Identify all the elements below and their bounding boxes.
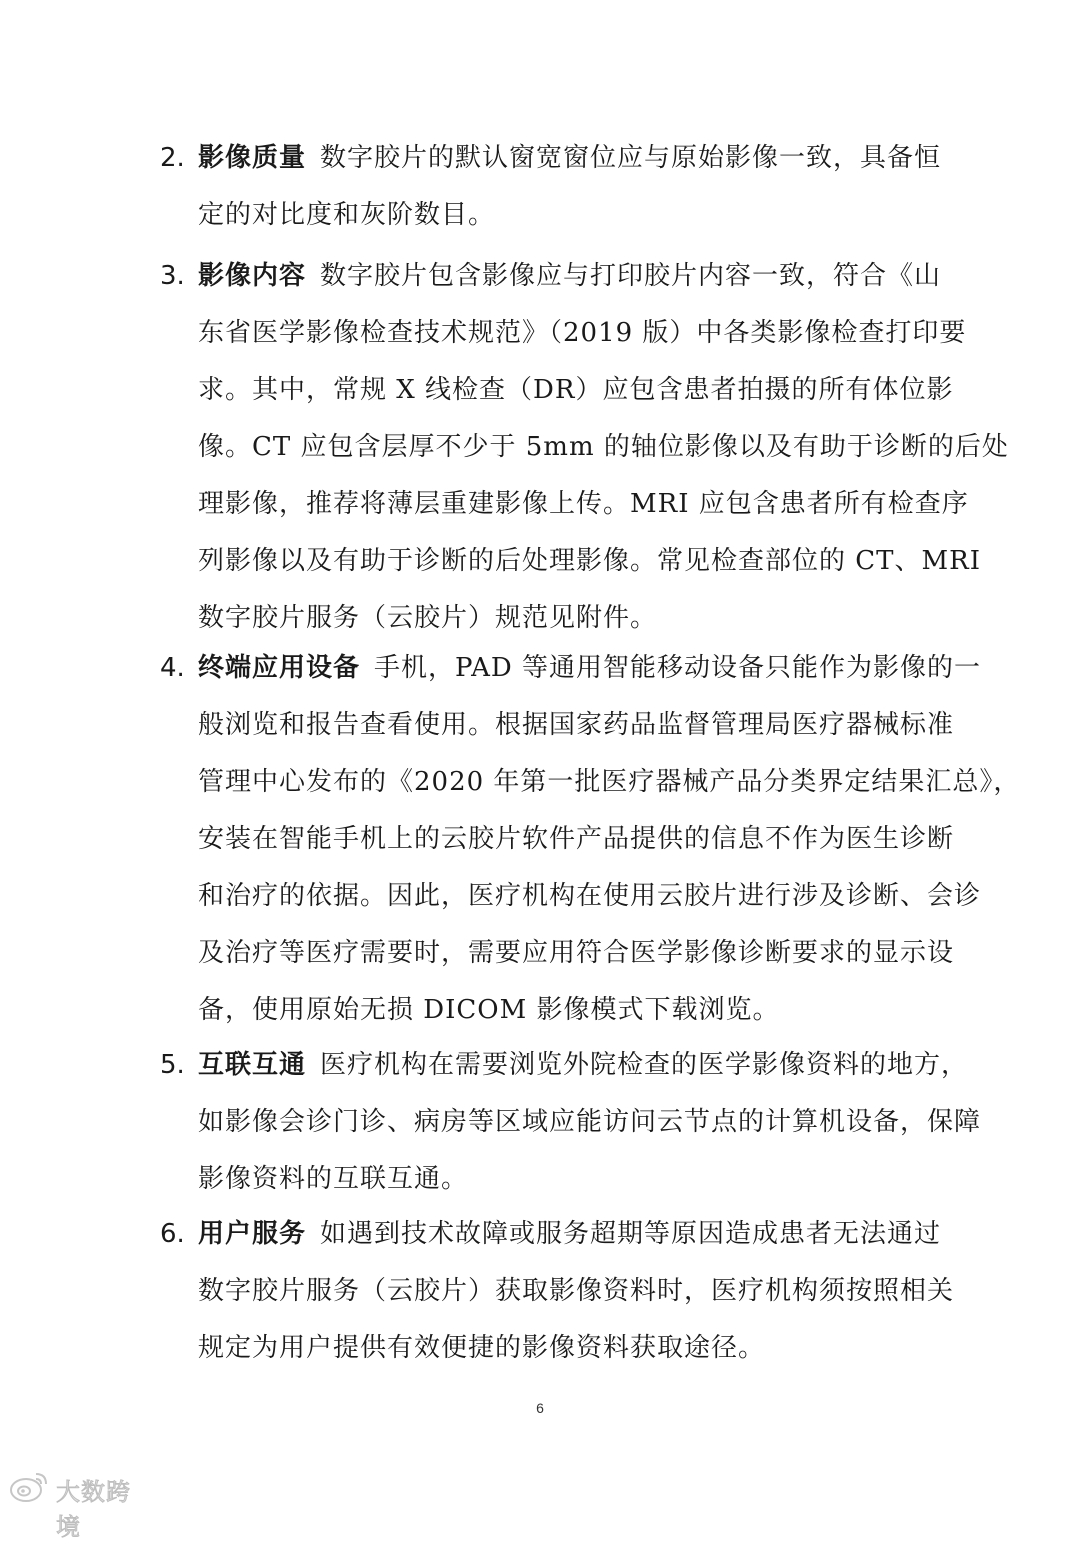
text-line: 般浏览和报告查看使用。根据国家药品监督管理局医疗器械标准 [198, 710, 955, 740]
text-line [198, 1037, 969, 1094]
text-line: 和治疗的依据。因此，医疗机构在使用云胶片进行涉及诊断、会诊 [198, 881, 982, 911]
text-line: 像。CT 应包含层厚不少于 5mm 的轴位影像以及有助于诊断的后处 [198, 432, 1009, 462]
text-line: 影像资料的互联互通。 [198, 1164, 469, 1194]
text-line: 东省医学影像检查技术规范》（2019 版）中各类影像检查打印要 [198, 318, 967, 348]
item-heading: 用户服务 [198, 1219, 307, 1249]
text-line: 管理中心发布的《2020 年第一批医疗器械产品分类界定结果汇总》， [198, 767, 1021, 797]
weibo-logo-icon [8, 1466, 52, 1506]
text-line: 求。其中，常规 X 线检查（DR）应包含患者拍摄的所有体位影 [198, 375, 954, 405]
list-item [160, 130, 942, 244]
text-line: 定的对比度和灰阶数目。 [198, 200, 496, 230]
line-text: 数字胶片的默认窗宽窗位应与原始影像一致，具备恒 [320, 143, 942, 173]
text-line: 列影像以及有助于诊断的后处理影像。常见检查部位的 CT、MRI [198, 546, 981, 576]
text-line [198, 248, 942, 305]
watermark-text: 大数跨境 [56, 1478, 131, 1541]
text-line [198, 130, 942, 187]
item-number: 4. [160, 653, 185, 683]
watermark [8, 1466, 148, 1541]
item-number: 6. [160, 1219, 185, 1249]
list-item [160, 1037, 982, 1208]
item-heading: 互联互通 [198, 1050, 307, 1080]
line-text: 数字胶片包含影像应与打印胶片内容一致，符合《山 [320, 261, 942, 291]
item-heading: 影像质量 [198, 143, 307, 173]
item-heading: 终端应用设备 [198, 653, 361, 683]
text-line: 理影像，推荐将薄层重建影像上传。MRI 应包含患者所有检查序 [198, 489, 969, 519]
page-number: 6 [536, 1400, 544, 1416]
item-number: 3. [160, 261, 185, 291]
list-item [160, 1206, 955, 1377]
list-item [160, 640, 1021, 1039]
text-line: 数字胶片服务（云胶片）获取影像资料时，医疗机构须按照相关 [198, 1276, 955, 1306]
text-line: 规定为用户提供有效便捷的影像资料获取途径。 [198, 1333, 766, 1363]
line-text: 医疗机构在需要浏览外院检查的医学影像资料的地方， [320, 1050, 969, 1080]
list-item [160, 248, 1009, 647]
text-line: 及治疗等医疗需要时，需要应用符合医学影像诊断要求的显示设 [198, 938, 955, 968]
text-line: 数字胶片服务（云胶片）规范见附件。 [198, 603, 658, 633]
text-line: 如影像会诊门诊、病房等区域应能访问云节点的计算机设备，保障 [198, 1107, 982, 1137]
line-text: 手机，PAD 等通用智能移动设备只能作为影像的一 [374, 653, 982, 683]
text-line: 备，使用原始无损 DICOM 影像模式下载浏览。 [198, 995, 780, 1025]
text-line [198, 1206, 942, 1263]
item-number: 2. [160, 143, 185, 173]
line-text: 如遇到技术故障或服务超期等原因造成患者无法通过 [320, 1219, 942, 1249]
text-line: 安装在智能手机上的云胶片软件产品提供的信息不作为医生诊断 [198, 824, 955, 854]
item-number: 5. [160, 1050, 185, 1080]
item-heading: 影像内容 [198, 261, 307, 291]
text-line [198, 640, 982, 697]
